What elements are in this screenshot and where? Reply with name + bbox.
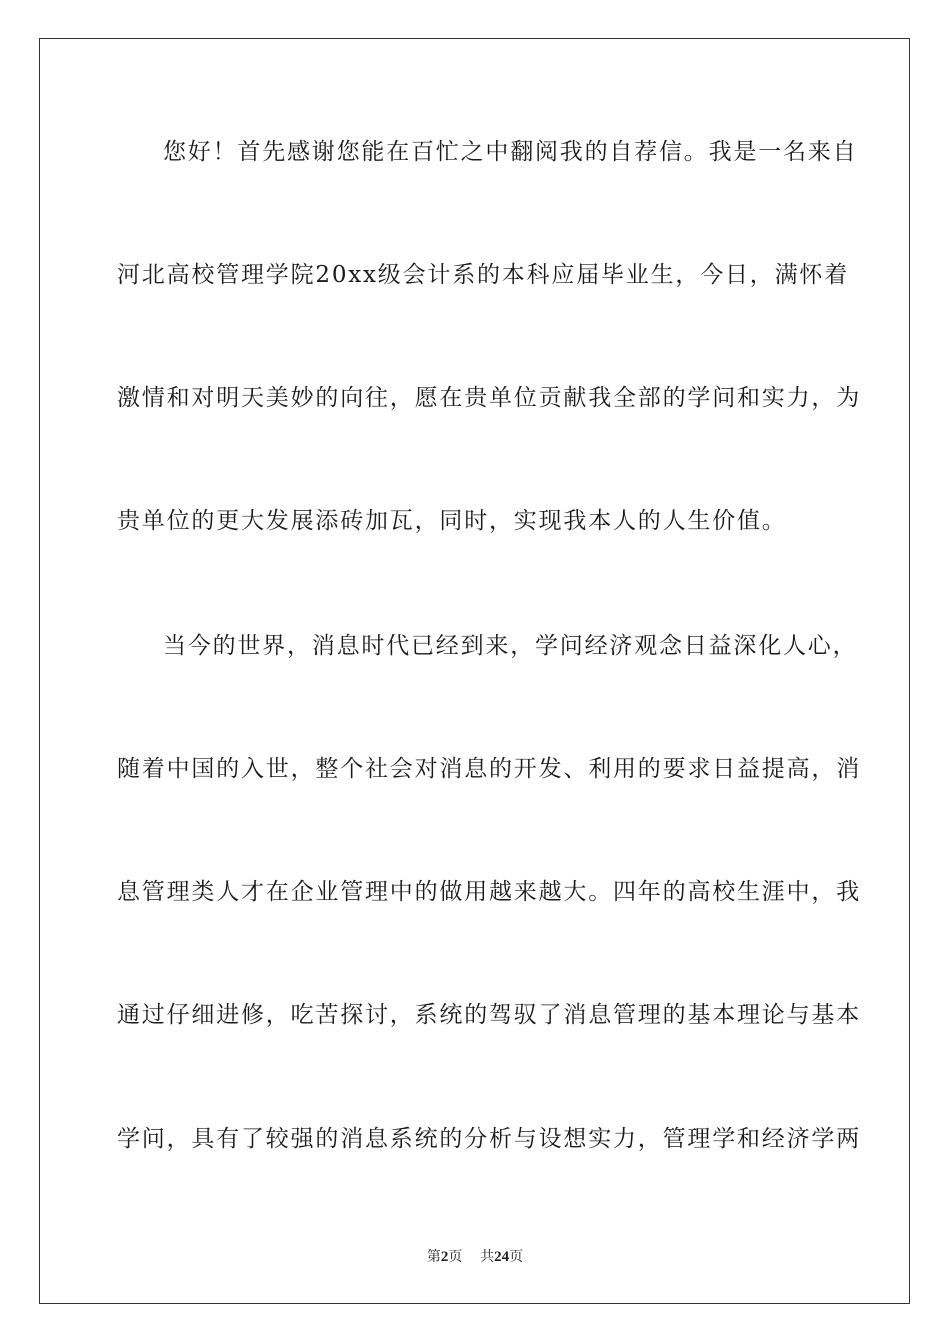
text-line: 息管理类人才在企业管理中的做用越来越大。四年的高校生涯中，我 bbox=[117, 879, 861, 905]
total-suffix: 页 bbox=[509, 1249, 524, 1265]
total-prefix: 共 bbox=[480, 1249, 495, 1265]
page-footer bbox=[0, 1246, 950, 1266]
text-line: 您好！首先感谢您能在百忙之中翻阅我的自荐信。我是一名来自 bbox=[163, 139, 858, 165]
text-line: 学问，具有了较强的消息系统的分析与设想实力，管理学和经济学两 bbox=[117, 1126, 861, 1152]
text-line: 当今的世界，消息时代已经到来，学问经济观念日益深化人心， bbox=[163, 633, 858, 659]
total-pages: 24 bbox=[494, 1249, 510, 1265]
text-line: 河北高校管理学院20xx级会计系的本科应届毕业生，今日，满怀着 bbox=[117, 262, 850, 288]
text-line: 激情和对明天美妙的向往，愿在贵单位贡献我全部的学问和实力，为 bbox=[117, 385, 861, 411]
text-line: 通过仔细进修，吃苦探讨，系统的驾驭了消息管理的基本理论与基本 bbox=[117, 1002, 861, 1028]
text-line: 随着中国的入世，整个社会对消息的开发、利用的要求日益提高，消 bbox=[117, 756, 861, 782]
page-prefix: 第 bbox=[426, 1249, 441, 1265]
page-number: 2 bbox=[440, 1249, 449, 1265]
page-suffix: 页 bbox=[448, 1249, 463, 1265]
page-border bbox=[39, 38, 910, 1304]
text-line: 贵单位的更大发展添砖加瓦，同时，实现我本人的人生价值。 bbox=[117, 508, 787, 534]
